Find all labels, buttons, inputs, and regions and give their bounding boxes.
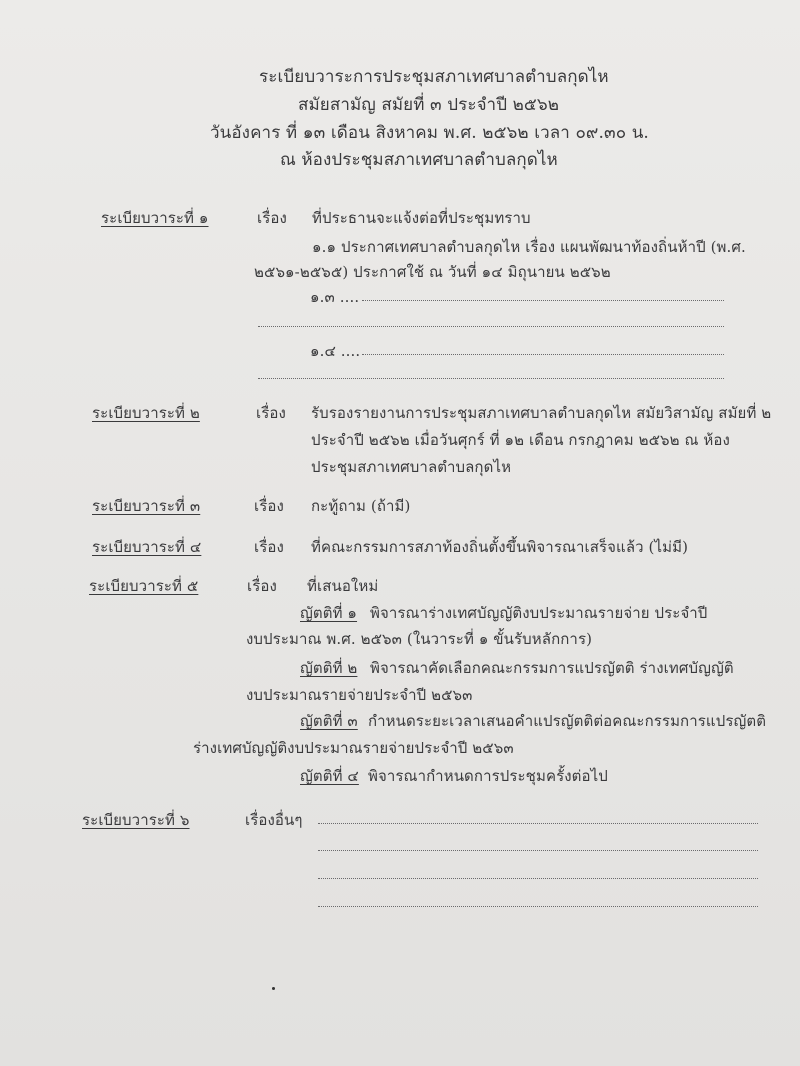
agenda-3-topic-word: เรื่อง bbox=[254, 497, 284, 515]
dotted-fill-line bbox=[362, 354, 724, 355]
motion-1-text: พิจารณาร่างเทศบัญญัติงบประมาณรายจ่าย ประจำปี bbox=[370, 604, 708, 622]
agenda-4-topic-word: เรื่อง bbox=[254, 538, 284, 556]
motion-4-number: ญัตติที่ ๔ bbox=[300, 767, 359, 785]
motion-3-text-cont: ร่างเทศบัญญัติงบประมาณรายจ่ายประจำปี ๒๕๖๓ bbox=[193, 739, 514, 757]
paper-speck bbox=[272, 987, 275, 990]
motion-2-text-cont: งบประมาณรายจ่ายประจำปี ๒๕๖๓ bbox=[246, 686, 473, 704]
agenda-5-topic-word: เรื่อง bbox=[247, 577, 277, 595]
motion-3-text: กำหนดระยะเวลาเสนอคำแปรญัตติต่อคณะกรรมการแปรญัตติ bbox=[368, 712, 767, 730]
agenda-2-topic-word: เรื่อง bbox=[256, 404, 286, 422]
agenda-2-line-1: รับรองรายงานการประชุมสภาเทศบาลตำบลกุดไห สมัยวิสามัญ สมัยที่ ๒ bbox=[311, 404, 772, 422]
agenda-3-label: ระเบียบวาระที่ ๓ bbox=[92, 497, 201, 515]
agenda-2-label: ระเบียบวาระที่ ๒ bbox=[92, 404, 200, 422]
dotted-fill-line bbox=[258, 378, 724, 379]
motion-1-text-cont: งบประมาณ พ.ศ. ๒๕๖๓ (ในวาระที่ ๑ ขั้นรับหลักการ) bbox=[246, 630, 593, 648]
motion-1-number: ญัตติที่ ๑ bbox=[300, 604, 358, 622]
doc-title-line-2: สมัยสามัญ สมัยที่ ๓ ประจำปี ๒๕๖๒ bbox=[298, 95, 560, 115]
agenda-1-label: ระเบียบวาระที่ ๑ bbox=[101, 209, 209, 227]
agenda-6-topic: เรื่องอื่นๆ bbox=[245, 811, 303, 829]
agenda-4-label: ระเบียบวาระที่ ๔ bbox=[92, 538, 202, 556]
agenda-3-topic: กะทู้ถาม (ถ้ามี) bbox=[311, 497, 411, 515]
motion-2-number: ญัตติที่ ๒ bbox=[300, 659, 358, 677]
agenda-1-topic-word: เรื่อง bbox=[257, 209, 287, 227]
agenda-1-item-1-1-cont: ๒๕๖๑-๒๕๖๕) ประกาศใช้ ณ วันที่ ๑๔ มิถุนายน ๒๕๖๒ bbox=[254, 263, 611, 281]
agenda-5-label: ระเบียบวาระที่ ๕ bbox=[89, 577, 199, 595]
dotted-fill-line bbox=[362, 300, 724, 301]
agenda-1-item-1-3: ๑.๓ .... bbox=[310, 288, 360, 306]
agenda-5-topic: ที่เสนอใหม่ bbox=[307, 577, 379, 595]
doc-title-line-1: ระเบียบวาระการประชุมสภาเทศบาลตำบลกุดไห bbox=[259, 67, 609, 87]
motion-3-number: ญัตติที่ ๓ bbox=[300, 712, 358, 730]
agenda-2-line-2: ประจำปี ๒๕๖๒ เมื่อวันศุกร์ ที่ ๑๒ เดือน กรกฎาคม ๒๕๖๒ ณ ห้อง bbox=[311, 431, 730, 449]
doc-title-line-4: ณ ห้องประชุมสภาเทศบาลตำบลกุดไห bbox=[280, 150, 558, 170]
agenda-1-item-1-1: ๑.๑ ประกาศเทศบาลตำบลกุดไห เรื่อง แผนพัฒนาท้องถิ่นห้าปี (พ.ศ. bbox=[312, 238, 746, 256]
dotted-fill-line bbox=[318, 878, 758, 879]
motion-4-text: พิจารณากำหนดการประชุมครั้งต่อไป bbox=[368, 767, 608, 785]
agenda-6-label: ระเบียบวาระที่ ๖ bbox=[82, 811, 190, 829]
agenda-1-item-1-4: ๑.๔ .... bbox=[310, 342, 361, 360]
agenda-1-topic: ที่ประธานจะแจ้งต่อที่ประชุมทราบ bbox=[312, 209, 531, 227]
agenda-4-topic: ที่คณะกรรมการสภาท้องถิ่นตั้งขึ้นพิจารณาเสร็จแล้ว (ไม่มี) bbox=[311, 538, 689, 556]
agenda-2-line-3: ประชุมสภาเทศบาลตำบลกุดไห bbox=[311, 458, 512, 476]
dotted-fill-line bbox=[258, 326, 724, 327]
dotted-fill-line bbox=[318, 850, 758, 851]
doc-title-line-3: วันอังคาร ที่ ๑๓ เดือน สิงหาคม พ.ศ. ๒๕๖๒ เวลา ๐๙.๓๐ น. bbox=[210, 123, 649, 143]
dotted-fill-line bbox=[318, 906, 758, 907]
motion-2-text: พิจารณาคัดเลือกคณะกรรมการแปรญัตติ ร่างเทศบัญญัติ bbox=[370, 659, 734, 677]
dotted-fill-line bbox=[318, 823, 758, 824]
